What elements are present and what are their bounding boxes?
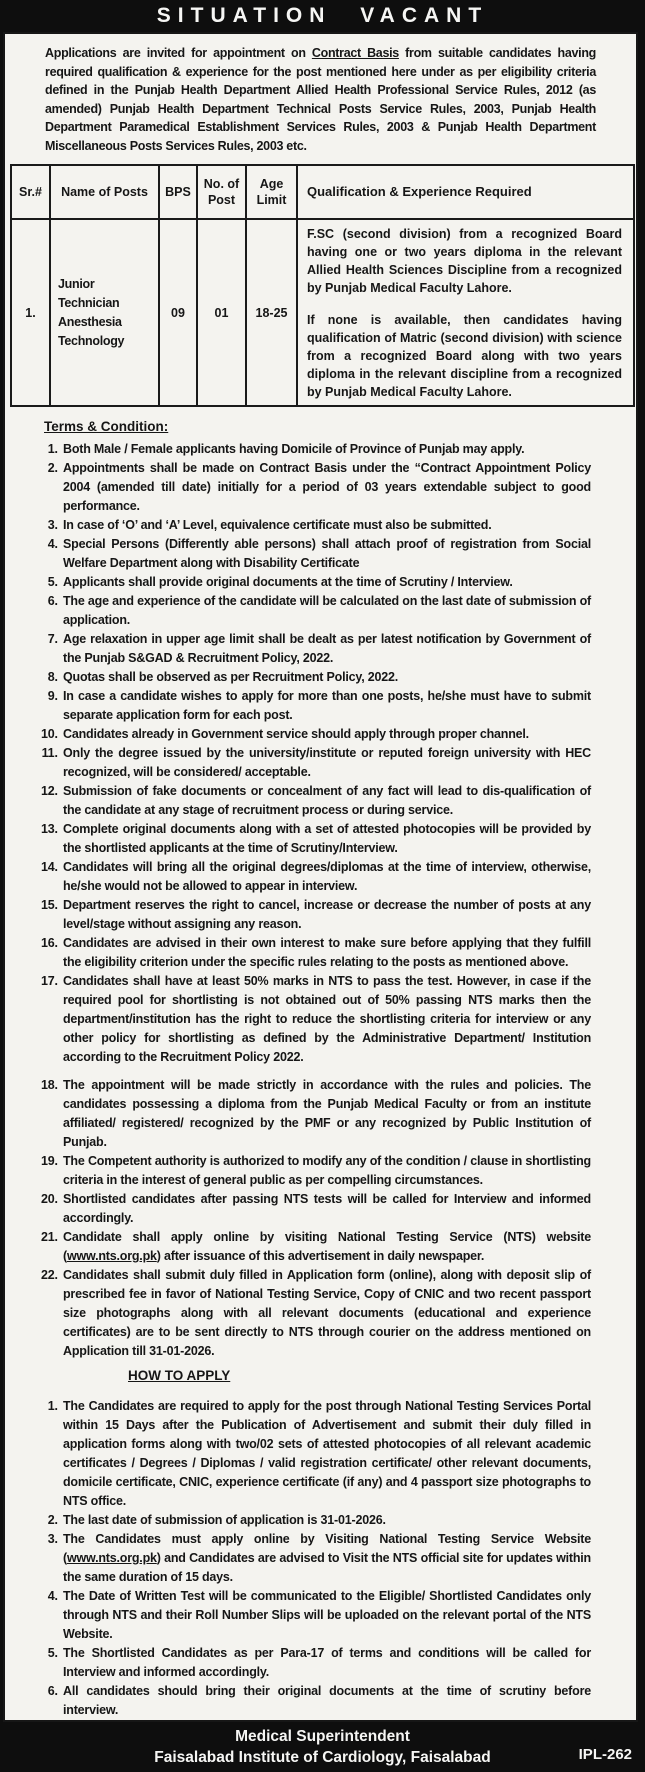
list-item: 3. In case of ‘O’ and ‘A’ Level, equivalence certificate must also be submitted. — [61, 516, 591, 535]
list-item: 5. The Shortlisted Candidates as per Para-17 of terms and conditions will be called for Interview and informed accordingly. — [61, 1644, 591, 1682]
table-row — [11, 219, 634, 406]
terms-list — [38, 440, 591, 1361]
cell-qualification — [297, 219, 634, 406]
terms-section — [5, 419, 636, 1361]
col-header-posts: No. of Post — [197, 165, 246, 219]
cell-no-of-post: 01 — [197, 219, 246, 406]
cell-bps: 09 — [159, 219, 197, 406]
how-to-apply-list — [38, 1397, 591, 1722]
list-item: 5. Applicants shall provide original documents at the time of Scrutiny / Interview. — [61, 573, 591, 592]
list-item: 1. Both Male / Female applicants having Domicile of Province of Punjab may apply. — [61, 440, 591, 459]
list-item: 4. The Date of Written Test will be communicated to the Eligible/ Shortlisted Candidates only through NTS and their Roll Number Slips will be uploaded on the relevant portal of the NTS Website. — [61, 1587, 591, 1644]
text-segment: The Candidates must apply online by Visiting National Testing Service Website ( — [63, 1532, 591, 1565]
list-item: 14. Candidates will bring all the original degrees/diplomas at the time of interview, otherwise, he/she would not be allowed to appear in interview. — [61, 858, 591, 896]
list-item: 19. The Competent authority is authorized to modify any of the condition / clause in shortlisting criteria in the interest of general public as per compelling circumstances. — [61, 1152, 591, 1190]
list-item: 16. Candidates are advised in their own interest to make sure before applying that they fulfill the eligibility criterion under the specific rules relating to the posts as mentioned above. — [61, 934, 591, 972]
qualification-para-2: If none is available, then candidates having qualification of Matric (second division) with science from a recognized Board along with two years diploma in the relevant discipline from a recognized by Punjab Medical Faculty Lahore. — [307, 313, 622, 399]
list-item: 6. All candidates should bring their original documents at the time of scrutiny before interview. — [61, 1682, 591, 1720]
ad-content — [3, 32, 638, 1722]
col-header-name: Name of Posts — [50, 165, 159, 219]
contract-basis-emphasis: Contract Basis — [259, 461, 347, 475]
col-header-age: Age Limit — [246, 165, 297, 219]
list-item — [61, 459, 591, 516]
text-segment: from suitable candidates having required qualification & experience for the post mentioned here under as per eligibility criteria defined in the Punjab Health Department Allied Health Professional Service Rules, 2012 (as amended) Punjab Health Department Technical Posts Service Rules, 2003, Punjab Health Department Paramedical Establishment Services Rules, 2003 & Punjab Health Department Miscellaneous Posts Services Rules, 2003 etc. — [45, 46, 596, 153]
col-header-sr: Sr.# — [11, 165, 50, 219]
list-item: 18. The appointment will be made strictly in accordance with the rules and policies. The candidates possessing a diploma from the Punjab Medical Faculty or from an institute affiliated/ registered/ recognized by the PMF or any recognized by Public Institution of Punjab. — [61, 1076, 591, 1152]
list-item: 8. Quotas shall be observed as per Recruitment Policy, 2022. — [61, 668, 591, 687]
qualification-para-1: F.SC (second division) from a recognized Board having one or two years diploma in the relevant Allied Health Sciences Discipline from a recognized by Punjab Medical Faculty Lahore. — [307, 227, 622, 295]
contract-basis-emphasis: Contract Basis — [311, 46, 399, 60]
how-to-apply-heading: HOW TO APPLY — [128, 1368, 231, 1383]
footer-signatory — [0, 1722, 645, 1768]
signatory-title: Medical Superintendent — [235, 1728, 410, 1745]
list-item: 12. Submission of fake documents or concealment of any fact will lead to dis-qualification of the candidate at any stage of recruitment process or during service. — [61, 782, 591, 820]
nts-website-url: www.nts.org.pk — [66, 1249, 157, 1263]
cell-age-limit: 18-25 — [246, 219, 297, 406]
list-item — [61, 1530, 591, 1587]
advert-code: IPL-262 — [578, 1746, 632, 1763]
text-segment: ) and Candidates are advised to Visit the NTS official site for updates within the same duration of 15 days. — [63, 1551, 591, 1584]
table-header-row — [11, 165, 634, 219]
text-segment: Candidate shall apply online by visiting National Testing Service (NTS) website ( — [63, 1230, 591, 1263]
list-item: 6. The age and experience of the candidate will be calculated on the last date of submission of application. — [61, 592, 591, 630]
list-item: 7. Age relaxation in upper age limit shall be dealt as per latest notification by Government of the Punjab S&GAD & Recruitment Policy, 2022. — [61, 630, 591, 668]
text-segment: ) after issuance of this advertisement in daily newspaper. — [156, 1249, 485, 1263]
list-item: 9. In case a candidate wishes to apply for more than one posts, he/she must have to submit separate application form for each post. — [61, 687, 591, 725]
list-item: 1. The Candidates are required to apply for the post through National Testing Services Portal within 15 Days after the Publication of Advertisement and submit their duly filled in application forms along with two/02 sets of attested photocopies of all relevant academic certificates / Degrees / Diplomas / valid registration certificate/ other relevant documents, domicile certificate, CNIC, experience certificate (if any) and 4 passport size photographs to NTS office. — [61, 1397, 591, 1511]
list-item: 11. Only the degree issued by the university/institute or reputed foreign university with HEC recognized, will be considered/ acceptable. — [61, 744, 591, 782]
text-segment: under the “Contract Appointment Policy 2004 (amended till date) initially for a period of 03 years extendable subject to good performance. — [63, 461, 592, 513]
col-header-bps: BPS — [159, 165, 197, 219]
col-header-qualification: Qualification & Experience Required — [297, 165, 634, 219]
list-item — [61, 1228, 591, 1266]
nts-website-url: www.nts.org.pk — [66, 1551, 157, 1565]
signatory-institute: Faisalabad Institute of Cardiology, Faisalabad — [154, 1749, 491, 1766]
page-title: SITUATION VACANT — [156, 4, 489, 27]
list-item: 10. Candidates already in Government service should apply through proper channel. — [61, 725, 591, 744]
list-item: 4. Special Persons (Differently able persons) shall attach proof of registration from Social Welfare Department along with Disability Certificate — [61, 535, 591, 573]
cell-sr: 1. — [11, 219, 50, 406]
footer — [0, 1722, 645, 1772]
posts-table — [10, 164, 635, 407]
cell-post-name: Junior Technician Anesthesia Technology — [50, 219, 159, 406]
list-item: 22. Candidates shall submit duly filled in Application form (online), along with deposit slip of prescribed fee in favor of National Testing Service, Copy of CNIC and two recent passport size photographs along with all relevant documents (educational and experience certificates) are to be sent directly to NTS through courier on the address mentioned on Application till 31-01-2026. — [61, 1266, 591, 1361]
intro-paragraph — [45, 44, 596, 155]
text-segment: Applications are invited for appointment on — [45, 46, 312, 60]
title-band — [0, 0, 645, 32]
terms-heading: Terms & Condition: — [44, 419, 169, 434]
list-item: 13. Complete original documents along with a set of attested photocopies will be provided by the shortlisted applicants at the time of Scrutiny/Interview. — [61, 820, 591, 858]
how-to-apply-section — [5, 1368, 636, 1722]
list-item: 15. Department reserves the right to cancel, increase or decrease the number of posts at any level/stage without assigning any reason. — [61, 896, 591, 934]
list-item: 17. Candidates shall have at least 50% marks in NTS to pass the test. However, in case if the required pool for shortlisting is not obtained out of 50% passing NTS marks then the department/institution has the right to reduce the shortlisting criteria for interview or any other policy for shortlisting as defined by the Administrative Department/ Institution according to the Recruitment Policy 2022. — [61, 972, 591, 1067]
text-segment: Appointments shall be made on — [63, 461, 260, 475]
list-item: 20. Shortlisted candidates after passing NTS tests will be called for Interview and informed accordingly. — [61, 1190, 591, 1228]
list-item: 2. The last date of submission of application is 31-01-2026. — [61, 1511, 591, 1530]
